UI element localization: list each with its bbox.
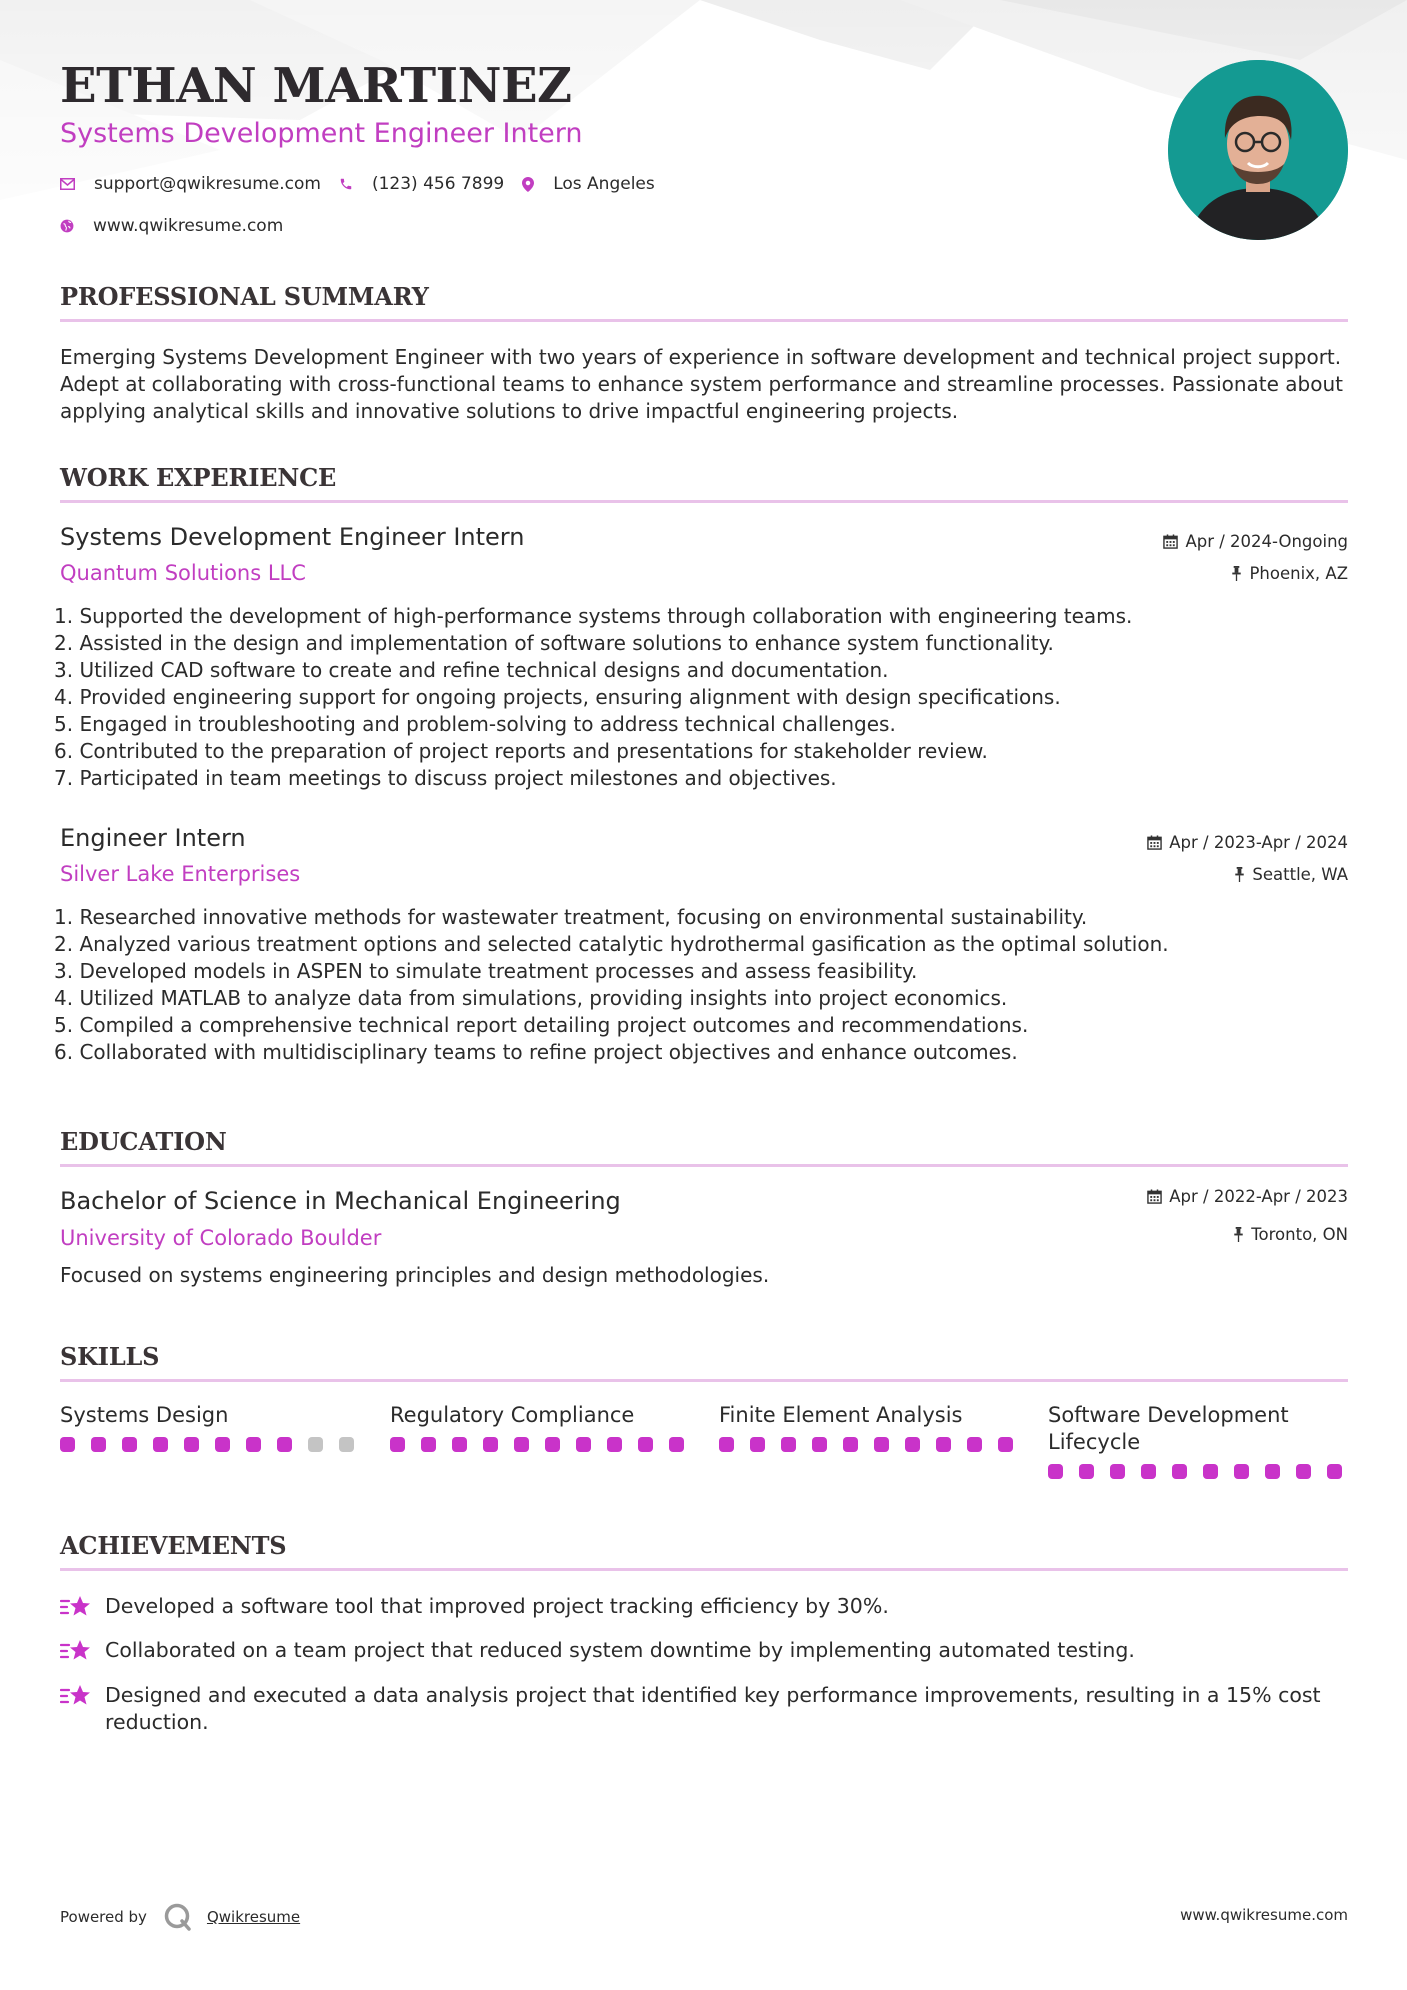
achievement-item [60,1682,1348,1736]
contact-row [60,171,655,197]
skill-dot-filled [1110,1464,1125,1479]
skill-dot-filled [874,1437,889,1452]
skill-dot-filled [1048,1464,1063,1479]
achievement-text: Developed a software tool that improved project tracking efficiency by 30%. [105,1594,889,1618]
skill-dot-filled [215,1437,230,1452]
job-responsibilities [54,904,1348,1066]
achievement-text: Designed and executed a data analysis project that identified key performance improvements, resulting in a 15% cost reduction. [105,1683,1321,1734]
job-company: Silver Lake Enterprises [60,862,301,886]
qwikresume-logo-icon [163,1902,193,1932]
email-text: support@qwikresume.com [94,174,321,194]
pushpin-icon [1233,1227,1244,1242]
skill-dot-filled [576,1437,591,1452]
list-item: 7. Participated in team meetings to discuss project milestones and objectives. [54,766,837,790]
profile-photo [1168,60,1348,240]
calendar-icon [1147,835,1162,850]
education-location [1233,1225,1348,1244]
skill-dot-filled [998,1437,1013,1452]
calendar-icon [1147,1189,1162,1204]
education-section-title: EDUCATION [60,1127,1348,1167]
skill-dot-filled [812,1437,827,1452]
avatar-illustration [1168,60,1348,240]
skill-rating [60,1437,360,1452]
footer-powered-by [60,1902,300,1932]
skill-dot-filled [638,1437,653,1452]
skill-dot-filled [390,1437,405,1452]
skill-dot-filled [545,1437,560,1452]
skills-section-title: SKILLS [60,1342,1348,1382]
list-item: 5. Compiled a comprehensive technical report detailing project outcomes and recommendations. [54,1013,1029,1037]
skill-dot-filled [60,1437,75,1452]
skill-dot-filled [781,1437,796,1452]
skill-rating [390,1437,690,1452]
website-contact[interactable] [60,216,283,236]
job-date-text: Apr / 2024-Ongoing [1185,532,1348,551]
calendar-icon [1163,534,1178,549]
experience-section-title: WORK EXPERIENCE [60,463,1348,503]
email-contact[interactable] [60,174,321,194]
phone-icon [339,177,353,191]
skill-dot-filled [1141,1464,1156,1479]
skill-dot-filled [719,1437,734,1452]
skill-dot-filled [843,1437,858,1452]
website-text: www.qwikresume.com [93,216,284,236]
skill-dot-filled [483,1437,498,1452]
skill-name: Regulatory Compliance [390,1403,635,1427]
job-location [1234,865,1348,884]
job-location [1231,564,1348,583]
list-item: 2. Assisted in the design and implementation of software solutions to enhance system functionality. [54,631,1054,655]
candidate-name: ETHAN MARTINEZ [60,58,572,114]
achievement-text: Collaborated on a team project that reduced system downtime by implementing automated testing. [105,1638,1135,1662]
footer-website-link[interactable]: www.qwikresume.com [1180,1906,1348,1924]
pushpin-icon [1234,867,1245,882]
list-item: 3. Developed models in ASPEN to simulate treatment processes and assess feasibility. [54,959,918,983]
list-item: 6. Collaborated with multidisciplinary teams to refine project objectives and enhance outcomes. [54,1040,1018,1064]
skill-dot-filled [514,1437,529,1452]
location-text: Los Angeles [553,174,655,194]
skill-dot-filled [607,1437,622,1452]
skill-dot-filled [669,1437,684,1452]
achievements-section-title: ACHIEVEMENTS [60,1531,1348,1571]
skill-dot-filled [277,1437,292,1452]
job-location-text: Phoenix, AZ [1249,564,1348,583]
skill-dot-empty [339,1437,354,1452]
job-title: Engineer Intern [60,824,246,852]
skill-item [60,1402,360,1452]
skill-item [390,1402,690,1452]
skill-rating [1048,1464,1348,1479]
list-item: 1. Researched innovative methods for wastewater treatment, focusing on environmental sustainability. [54,905,1088,929]
job-date [1147,833,1348,852]
skill-dot-filled [1203,1464,1218,1479]
skill-name: Software Development Lifecycle [1048,1403,1289,1454]
education-date [1147,1187,1348,1206]
skill-name: Finite Element Analysis [719,1403,963,1427]
powered-by-label: Powered by [60,1908,147,1926]
skill-dot-filled [122,1437,137,1452]
phone-text: (123) 456 7899 [371,174,505,194]
education-description: Focused on systems engineering principles and design methodologies. [60,1263,770,1287]
skill-dot-filled [246,1437,261,1452]
star-icon [60,1683,92,1709]
list-item: 2. Analyzed various treatment options and selected catalytic hydrothermal gasification as the optimal solution. [54,932,1169,956]
achievement-item [60,1637,1348,1668]
summary-text: Emerging Systems Development Engineer with two years of experience in software development and technical project support. Adept at collaborating with cross-functional teams to enhance system performance and streamline processes. Passionate about applying analytical skills and innovative solutions to drive impactful engineering projects. [60,345,1344,423]
skill-dot-filled [750,1437,765,1452]
map-pin-icon [522,177,534,192]
skill-dot-filled [1079,1464,1094,1479]
skill-rating [719,1437,1019,1452]
skill-dot-filled [1265,1464,1280,1479]
phone-contact[interactable] [339,174,504,194]
achievement-item [60,1593,1348,1624]
skill-dot-filled [452,1437,467,1452]
list-item: 3. Utilized CAD software to create and refine technical designs and documentation. [54,658,889,682]
skill-dot-filled [936,1437,951,1452]
skill-dot-filled [421,1437,436,1452]
skill-dot-filled [1234,1464,1249,1479]
job-date [1163,532,1348,551]
skill-item [1048,1402,1348,1479]
school-name: University of Colorado Boulder [60,1226,382,1250]
skill-dot-filled [153,1437,168,1452]
education-location-text: Toronto, ON [1251,1225,1348,1244]
list-item: 5. Engaged in troubleshooting and problem-solving to address technical challenges. [54,712,896,736]
list-item: 4. Utilized MATLAB to analyze data from simulations, providing insights into project economics. [54,986,1008,1010]
brand-link[interactable]: Qwikresume [206,1908,301,1926]
degree-title: Bachelor of Science in Mechanical Engineering [60,1187,621,1215]
summary-section-title: PROFESSIONAL SUMMARY [60,282,1348,322]
skill-dot-filled [1172,1464,1187,1479]
candidate-role: Systems Development Engineer Intern [60,118,583,149]
skill-dot-filled [91,1437,106,1452]
job-title: Systems Development Engineer Intern [60,523,525,551]
job-date-text: Apr / 2023-Apr / 2024 [1169,833,1348,852]
envelope-icon [60,178,75,190]
list-item: 6. Contributed to the preparation of project reports and presentations for stakeholder review. [54,739,988,763]
skill-item [719,1402,1019,1452]
skill-dot-filled [1327,1464,1342,1479]
list-item: 1. Supported the development of high-performance systems through collaboration with engineering teams. [54,604,1133,628]
location-contact [522,174,655,194]
job-location-text: Seattle, WA [1252,865,1348,884]
pushpin-icon [1231,566,1242,581]
skill-name: Systems Design [60,1403,229,1427]
job-company: Quantum Solutions LLC [60,561,306,585]
skill-dot-filled [905,1437,920,1452]
job-responsibilities [54,603,1348,792]
star-icon [60,1638,92,1664]
globe-icon [60,219,74,233]
skill-dot-empty [308,1437,323,1452]
skill-dot-filled [1296,1464,1311,1479]
skill-dot-filled [967,1437,982,1452]
website-row [60,213,283,239]
list-item: 4. Provided engineering support for ongoing projects, ensuring alignment with design specifications. [54,685,1061,709]
education-date-text: Apr / 2022-Apr / 2023 [1169,1187,1348,1206]
skill-dot-filled [184,1437,199,1452]
star-icon [60,1594,92,1620]
